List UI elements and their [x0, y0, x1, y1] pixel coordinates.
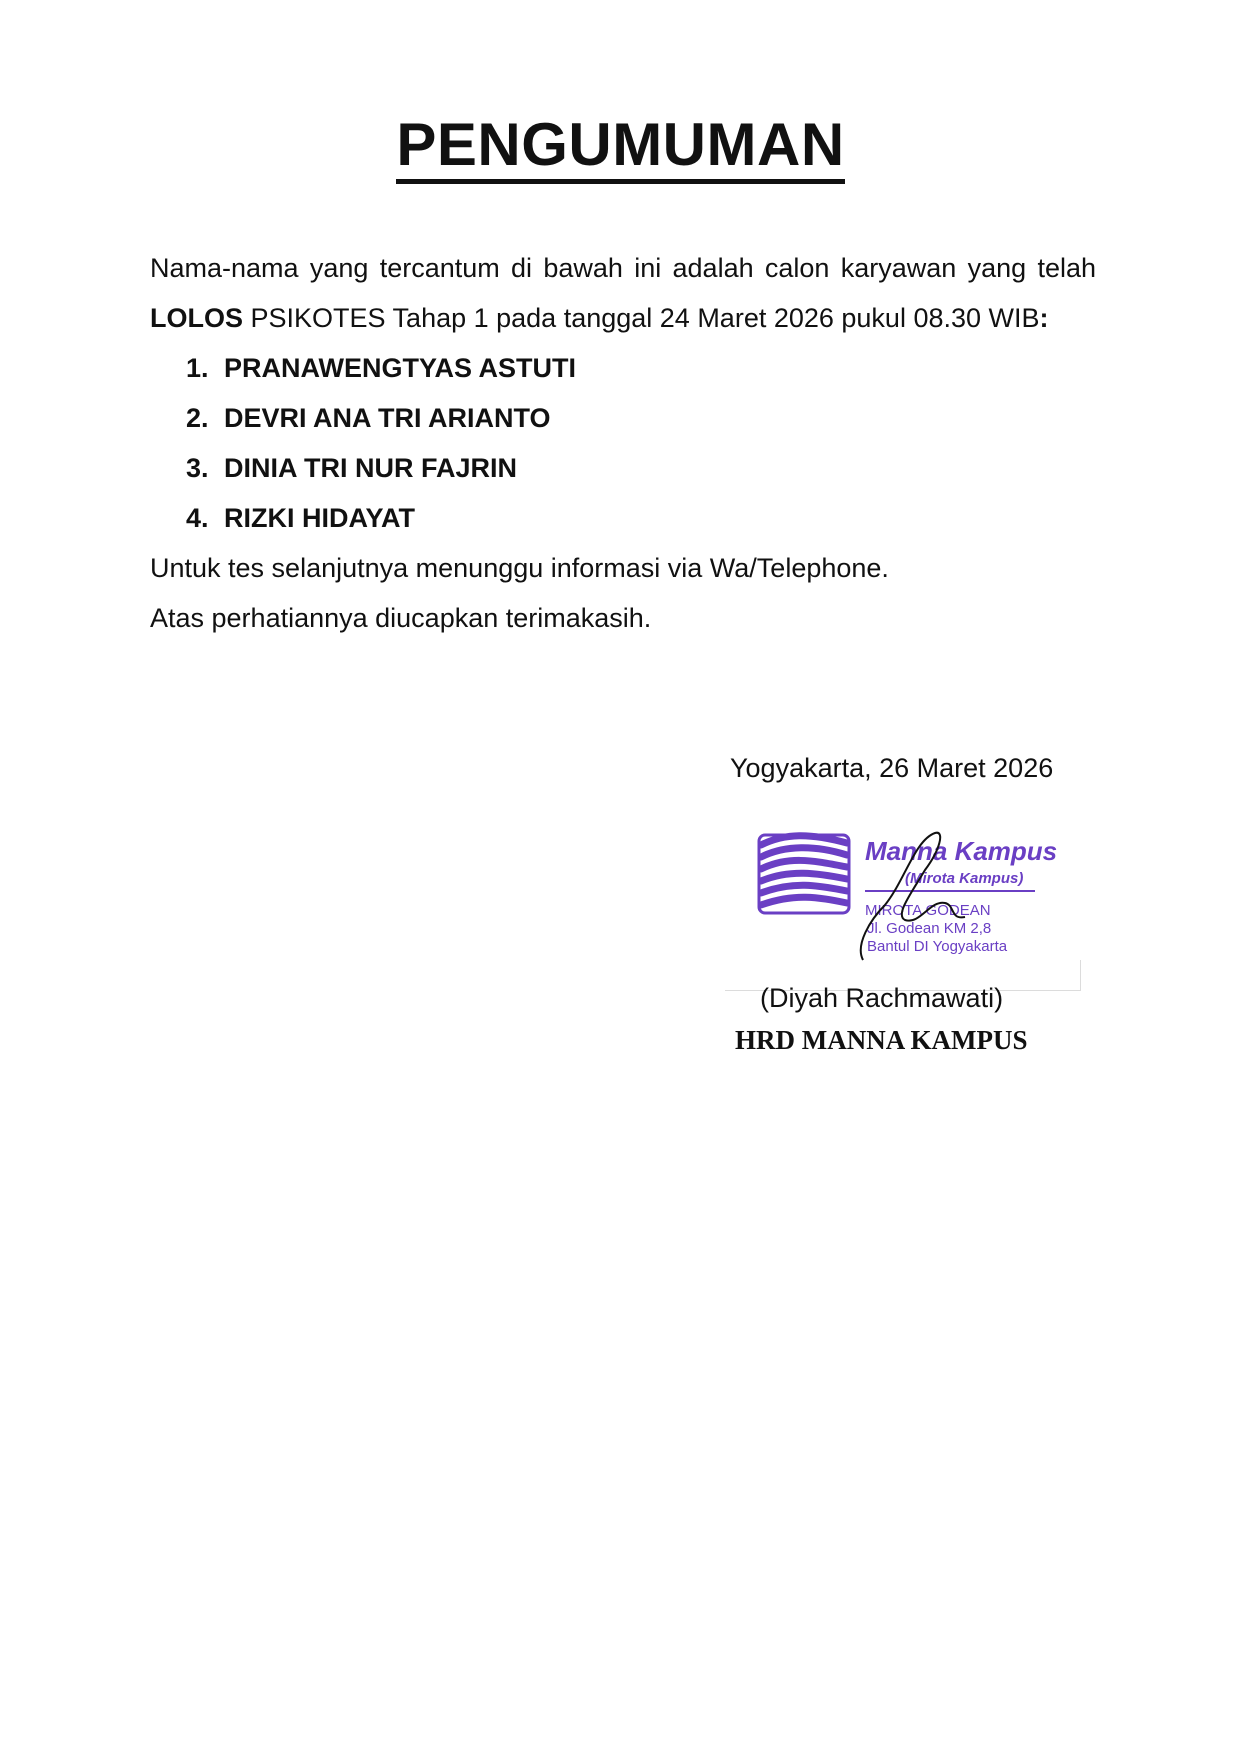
candidate-list [150, 343, 1096, 543]
title-text: PENGUMUMAN [396, 111, 844, 184]
list-number: 2. [186, 403, 209, 433]
list-item [186, 393, 1096, 443]
page-title [0, 110, 1241, 179]
candidate-name: RIZKI HIDAYAT [224, 503, 416, 533]
thanks-text: Atas perhatiannya diucapkan terimakasih. [150, 603, 652, 633]
svg-text:Bantul DI Yogyakarta: Bantul DI Yogyakarta [867, 938, 1008, 955]
signer-role: HRD MANNA KAMPUS [735, 1025, 1028, 1055]
list-item [186, 343, 1096, 393]
candidate-name: DEVRI ANA TRI ARIANTO [224, 403, 551, 433]
list-number: 1. [186, 353, 209, 383]
intro-text-2: PSIKOTES Tahap 1 pada tanggal 24 Maret 2026 pukul 08.30 WIB [243, 303, 1040, 333]
intro-text-1: Nama-nama yang tercantum di bawah ini adalah calon karyawan yang telah [150, 253, 1096, 283]
intro-colon: : [1039, 303, 1049, 333]
signer-name: (Diyah Rachmawati) [760, 983, 1004, 1013]
svg-text:Jl. Godean KM 2,8: Jl. Godean KM 2,8 [867, 920, 992, 937]
list-item [186, 493, 1096, 543]
svg-text:MIROTA GODEAN: MIROTA GODEAN [865, 902, 991, 919]
place-date: Yogyakarta, 26 Maret 2026 [730, 753, 1054, 783]
intro-paragraph [150, 243, 1096, 343]
candidate-name: PRANAWENGTYAS ASTUTI [224, 353, 577, 383]
list-item [186, 443, 1096, 493]
list-number: 4. [186, 503, 209, 533]
followup-text: Untuk tes selanjutnya menunggu informasi via Wa/Telephone. [150, 553, 889, 583]
candidate-name: DINIA TRI NUR FAJRIN [224, 453, 518, 483]
svg-text:Manna Kampus: Manna Kampus [865, 836, 1058, 866]
list-number: 3. [186, 453, 209, 483]
intro-bold: LOLOS [150, 303, 243, 333]
company-stamp [755, 825, 1075, 995]
announcement-body [150, 243, 1096, 643]
svg-text:(Mirota Kampus): (Mirota Kampus) [905, 870, 1024, 887]
